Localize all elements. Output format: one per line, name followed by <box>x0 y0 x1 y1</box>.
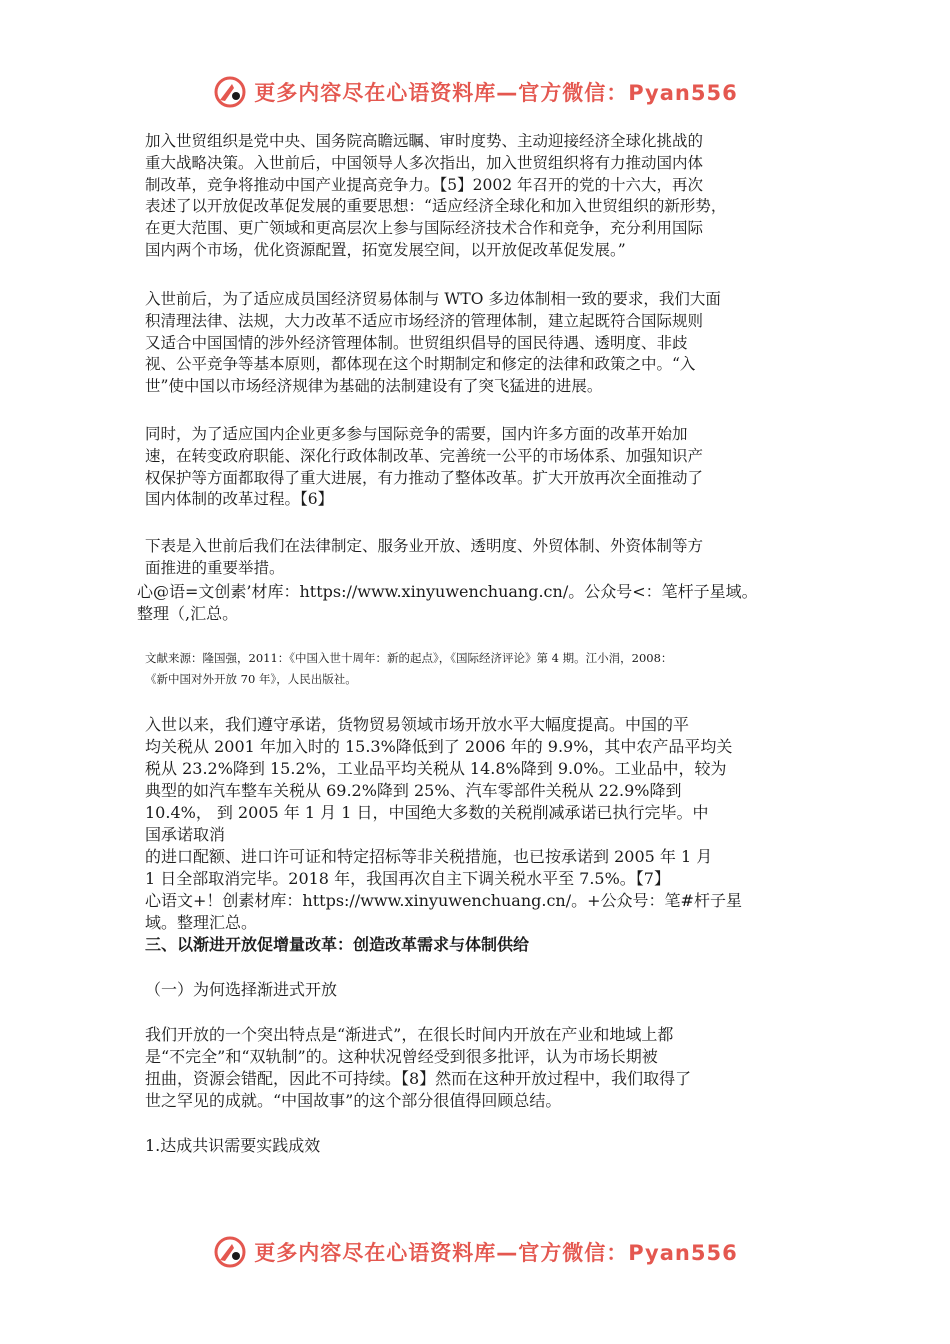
banner-text: 更多内容尽在心语资料库—官方微信：Pyan556 <box>254 81 738 105</box>
logo-icon <box>212 74 248 110</box>
paragraph-3: 同时，为了适应国内企业更多参与国际竞争的需要，国内许多方面的改革开始加 速，在转变政府职能、深化行政体制改革、完善统一公平的市场体系、加强知识产 权保护等方面都取得了重大进展，有力推动了整体改革。扩大开放再次全面推动了 国内体制的改革过程。【6】 <box>145 425 704 509</box>
banner-text: 更多内容尽在心语资料库—官方微信：Pyan556 <box>254 1241 738 1265</box>
footer-banner <box>0 1232 950 1272</box>
list-item-1: 1.达成共识需要实践成效 <box>145 1136 321 1155</box>
paragraph-4: 下表是入世前后我们在法律制定、服务业开放、透明度、外贸体制、外资体制等方 面推进的重要举措。 <box>145 537 704 577</box>
paragraph-5: 入世以来，我们遵守承诺，货物贸易领域市场开放水平大幅度提高。中国的平 均关税从 2001 年加入时的 15.3%降低到了 2006 年的 9.9%，其中农产品平均关 税从 23.2%降到 15.2%，工业品平均关税从 14.8%降到 9.0%。工业品中，较为 典型的如汽车整车关税从 69.2%降到 25%、汽车零部件关税从 22.9%降到 10.4%， 到 2005 年 1 月 1 日，中国绝大多数的关税削减承诺已执行完毕。中 国承诺取消 的进口配额、进口许可证和特定招标等非关税措施，也已按承诺到 2005 年 1 月 1 日全部取消完毕。2018 年，我国再次自主下调关税水平至 7.5%。【7】 <box>145 715 733 888</box>
paragraph-6: 我们开放的一个突出特点是“渐进式”，在很长时间内开放在产业和地域上都 是“不完全”和“双轨制”的。这种状况曾经受到很多批评，认为市场长期被 扭曲，资源会错配，因此不可持续。【8】然而在这种开放过程中，我们取得了 世之罕见的成就。“中国故事”的这个部分很值得回顾总结。 <box>145 1025 692 1110</box>
subheading-1: （一）为何选择渐进式开放 <box>145 980 338 999</box>
logo-icon <box>212 1234 248 1270</box>
source-note: 文献来源：隆国强，2011：《中国入世十周年：新的起点》，《国际经济评论》第 4 期。江小涓，2008： 《新中国对外开放 70 年》，人民出版社。 <box>145 651 673 686</box>
header-banner <box>0 72 950 112</box>
watermark-text-1: 心@语=文创素’材库：https://www.xinyuwenchuang.cn/。公众号<：笔杆子星域。 整理（,汇总。 <box>137 582 758 623</box>
watermark-text-2: 心语文+！创素材库：https://www.xinyuwenchuang.cn/。+公众号：笔#杆子星 域。整理汇总。 <box>145 891 742 932</box>
section-heading-3: 三、以渐进开放促增量改革：创造改革需求与体制供给 <box>145 935 530 954</box>
paragraph-2: 入世前后，为了适应成员国经济贸易体制与 WTO 多边体制相一致的要求，我们大面 积清理法律、法规，大力改革不适应市场经济的管理体制，建立起既符合国际规则 又适合中国国情的涉外经济管理体制。世贸组织倡导的国民待遇、透明度、非歧 视、公平竞争等基本原则，都体现在这个时期制定和修定的法律和政策之中。“入 世”使中国以市场经济规律为基础的法制建设有了突飞猛进的进展。 <box>145 290 721 396</box>
paragraph-1: 加入世贸组织是党中央、国务院高瞻远瞩、审时度势、主动迎接经济全球化挑战的 重大战略决策。入世前后，中国领导人多次指出，加入世贸组织将有力推动国内体 制改革，竞争将推动中国产业提高竞争力。【5】2002 年召开的党的十六大，再次 表述了以开放促改革促发展的重要思想：“适应经济全球化和加入世贸组织的新形势， 在更大范围、更广领域和更高层次上参与国际经济技术合作和竞争，充分利用国际 国内两个市场，优化资源配置，拓宽发展空间，以开放促改革促发展。” <box>145 132 727 259</box>
